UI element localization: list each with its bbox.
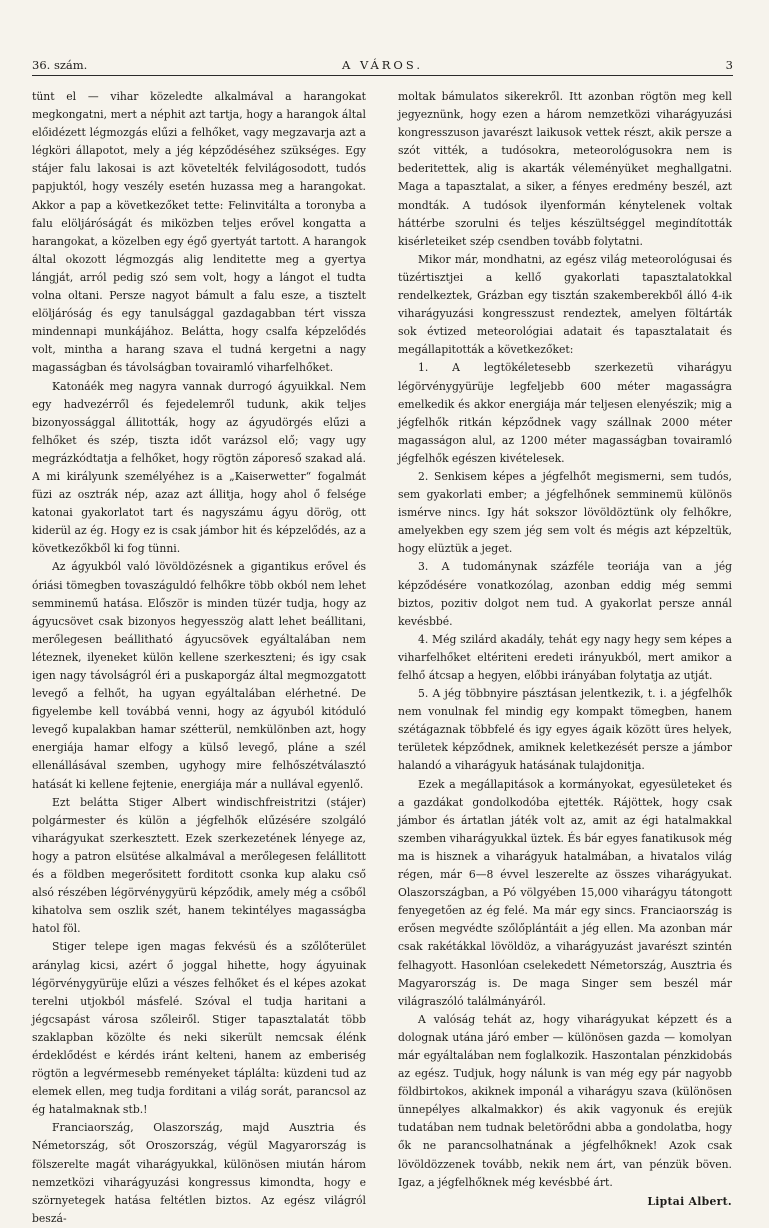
page-number: 3 (725, 58, 733, 72)
list-item: 1. A legtökéletesebb szerkezetü viharágyu légörvénygyürüje legfeljebb 600 méter magasságra emelkedik és akkor energiája már teljesen elenyészik; mig a jégfelhők ritkán képződnek vagy szállnak 2000 méter magasságon alul, az 1200 méter magasságban tovairamló jégfelhők egészen kivételesek. (398, 361, 732, 465)
right-column (398, 88, 732, 1211)
page-header (32, 58, 733, 74)
paragraph: Stiger telepe igen magas fekvésü és a szőlőterület aránylag kicsi, azért ő joggal hihette, hogy ágyuinak légörvénygyürüje elűzi a vészes felhőket és el képes azokat terelni utjokból másfelé. Szóval el tudja haritani a jégcsapást városa szőleiről. Stiger tapasztalatát több szaklapban közölte és neki sikerült nemcsak élénk érdeklődést e kérdés iránt kelteni, hanem az emberiség rögtön a legvérmesebb reményeket táplálta: küzdeni tud az elemek ellen, meg tudja forditani a világ sorát, parancsol az ég hatalmaknak stb.! (32, 940, 366, 1117)
list-item: 4. Még szilárd akadály, tehát egy nagy hegy sem képes a viharfelhőket eltériteni eredeti irányukból, mert amikor a felhő átcsap a hegyen, előbbi irányában folytatja az utját. (398, 632, 732, 682)
paragraph: Ezek a megállapitások a kormányokat, egyesületeket és a gazdákat gondolkodóba ejtették. Rájöttek, hogy csak jámbor és ártatlan játék volt az, amit az égi hatalmakkal szemben viharágyukkal üztek. És bár egyes fanatikusok még ma is hisznek a viharágyuk hatalmában, a hivatalos világ régen, már 6—8 évvel leszerelte az összes viharágyukat. Olaszországban, a Pó völgyében 15,000 viharágyu tátongott fenyegetően az ég felé. Ma már egy sincs. Franciaország is erősen megvédte szőlőplántáit a jég ellen. Ma azonban már csak rakétákkal lövöldöz, a viharágyuzást javarészt szintén felhagyott. Hasonlóan cselekedett Németország, Ausztria és Magyarország is. De maga Singer sem beszél már világraszóló találmányáról. (398, 777, 732, 1008)
paragraph: Ezt belátta Stiger Albert windischfreistritzi (stájer) polgármester és külön a jégfelhők elűzésére szolgáló viharágyukat szerkesztett. Ezek szerkezetének lényege az, hogy a patron elsütése alkalmával a merőlegesen felállitott és a földben megerősitett forditott csonka kup alaku cső alsó részében légörvénygyürü képződik, amely még a csőből kihatolva sem oszlik szét, hanem tekintélyes magasságba hatol föl. (32, 795, 366, 936)
paragraph: Mikor már, mondhatni, az egész világ meteorológusai és tüzértisztjei a kellő gyakorlati tapasztalatokkal rendelkeztek, Grázban egy tisztán szakemberekből álló 4-ik viharágyuzási kongresszust rendeztek, amelyen föltárták sok évtized meteorológiai adatait és tapasztalatait és megállapitották a következőket: (398, 252, 732, 357)
list-item: 2. Senkisem képes a jégfelhőt megismerni, sem tudós, sem gyakorlati ember; a jégfelhőnek semminemü különös ismérve nincs. Igy hát sokszor lövöldöztünk oly felhőkre, amelyekben egy szem jég sem volt és mégis azt képzeltük, hogy elüztük a jeget. (398, 469, 732, 556)
left-column (32, 88, 366, 1228)
list-item: 5. A jég többnyire pásztásan jelentkezik, t. i. a jégfelhők nem vonulnak fel mindig egy kompakt tömegben, hanem szétágaznak többfelé és igy egyes ágaik között üres helyek, területek képződnek, amiknek keletkezését persze a jámbor halandó a viharágyuk hatásának tulajdonitja. (398, 687, 732, 773)
paragraph: Katonáék meg nagyra vannak durrogó ágyuikkal. Nem egy hadvezérről és fejedelemről tudunk, akik teljes bizonyossággal állitották, hogy az ágyudörgés elűzi a felhőket és szép, tiszta időt varázsol elő; vagy ugy megrázkódtatja a felhőket, hogy rögtön záporeső szakad alá. A mi királyunk személyéhez is a „Kaiserwetter“ fogalmát füzi az osztrák nép, azaz azt állitja, hogy ahol ő felsége katonai gyakorlatot tart és nagyszámu ágyu dörög, ott kiderül az ég. Hogy ez is csak jámbor hit és képzelődés, az a következőkből ki fog tünni. (32, 379, 366, 556)
paragraph: Franciaország, Olaszország, majd Ausztria és Németország, sőt Oroszország, végül Magyarország is fölszerelte magát viharágyukkal, különösen miután három nemzetközi viharágyuzási kongressus kimondta, hogy e szörnyetegek hatása feltétlen biztos. Az egész világról beszá- (32, 1121, 366, 1225)
issue-number: 36. szám. (32, 58, 88, 72)
paragraph: tünt el — vihar közeledte alkalmával a harangokat megkongatni, mert a néphit azt tartja, hogy a harangok által előidézett légmozgás elűzi a felhőket, vagy megzavarja azt a légköri állapotot, mely a jég képződéséhez szükséges. Egy stájer falu lakosai is azt követelték felvilágosodott, tudós papjuktól, hogy veszély esetén huzassa meg a harangokat. Akkor a pap a következőket tette: Felinvitálta a toronyba a falu elöljáróságát és miközben teljes erővel kongatta a harangokat, a közelben egy égő gyertyát tartott. A harangok által okozott légmozgás alig lenditette meg a gyertya lángját, arról pedig szó sem volt, hogy a lángot el tudta volna oltani. Persze nagyot bámult a falu esze, a tisztelt elöljáróság és egy tanulsággal gazdagabban tért vissza mindennapi munkájához. Belátta, hogy csalfa képzelődés volt, mintha a harang szava el tudná kergetni a nagy magasságban és távolságban tovairamló viharfelhőket. (32, 90, 366, 375)
author-signature: Liptai Albert. (647, 1194, 732, 1208)
newspaper-title: A VÁROS. (341, 58, 423, 72)
paragraph: moltak bámulatos sikerekről. Itt azonban rögtön meg kell jegyeznünk, hogy ezen a három nemzetközi viharágyuzási kongresszuson javarészt laikusok vettek részt, akik persze a szót vitték, a tudósokra, meteorológusokra nem is bederitettek, alig is akarták véleményüket meghallgatni. Maga a tapasztalat, a siker, a fényes eredmény beszél, azt mondták. A tudósok ilyenformán kénytelenek voltak háttérbe szorulni és teljes készültséggel megindították kisérleteiket szép csendben tovább folytatni. (398, 90, 732, 248)
paragraph: A valóság tehát az, hogy viharágyukat képzett és a dolognak utána járó ember — különösen gazda — komolyan már egyáltalában nem foglalkozik. Haszontalan pénzkidobás az egész. Tudjuk, hogy nálunk is van még egy pár nagyobb földbirtokos, akiknek imponál a viharágyu szava (különösen ünnepélyes alkalmakkor) és akik vagyonuk és erejük tudatában nem tudnak beletörődni abba a gondolatba, hogy ők ne parancsolhatnának a jégfelhőknek! Azok csak lövöldözzenek tovább, nekik nem árt, van pénzük böven. Igaz, a jégfelhőknek még kevésbbé árt. (398, 1012, 732, 1189)
list-item: 3. A tudománynak százféle teoriája van a jég képződésére vonatkozólag, azonban eddig még semmi biztos, pozitiv dolgot nem tud. A gyakorlat persze annál kevésbbé. (398, 560, 732, 628)
paragraph: Az ágyukból való lövöldözésnek a gigantikus erővel és óriási tömegben tovaszáguldó felhőkre több okból nem lehet semminemű hatása. Először is minden tüzér tudja, hogy az ágyucsövet csak bizonyos hegyesszög alatt lehet beállitani, merőlegesen beállitható ágyucsövek egyáltalában nem léteznek, ilyeneket külön kellene szerkeszteni; és igy csak igen nagy távolságról éri a puskaporgáz által megmozgatott levegő a felhőt, ha ugyan egyáltalában elérhetné. De figyelembe kell továbbá venni, hogy az ágyuból kitóduló levegő kupalakban hamar szétterül, nemkülönben azt, hogy energiája hamar elfogy a külső levegő, pláne a szél ellenállásával szemben, ugyhogy mire felhőszétválasztó hatását ki kellene fejtenie, energiája már a nullával egyenlő. (32, 560, 366, 791)
header-rule (32, 75, 733, 76)
